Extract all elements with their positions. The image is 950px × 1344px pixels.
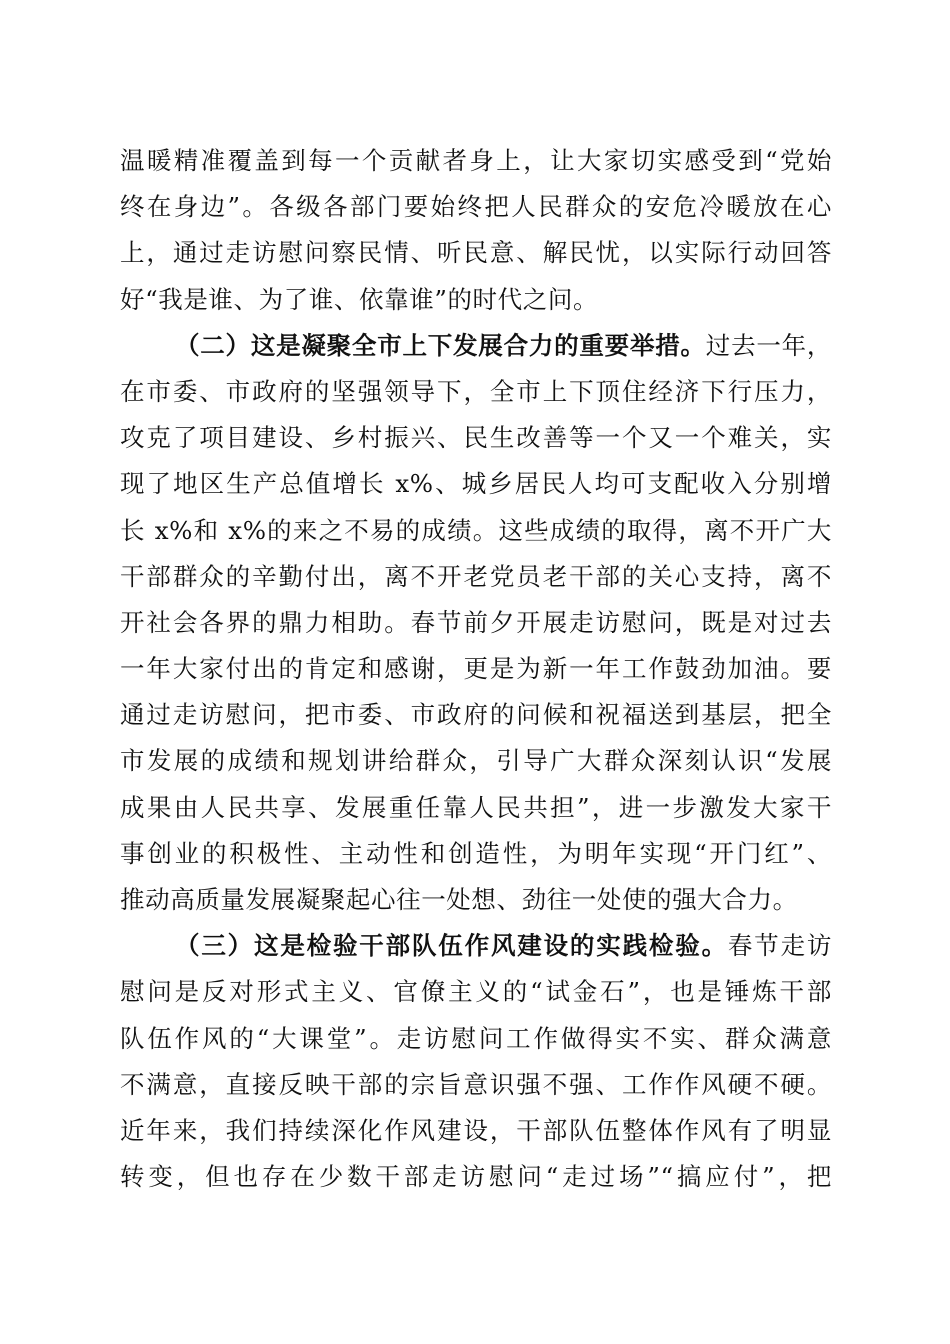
- text-line: 干部群众的辛勤付出，离不开老党员老干部的关心支持，离不: [120, 561, 832, 591]
- text-line: 通过走访慰问，把市委、市政府的问候和祝福送到基层，把全: [120, 700, 832, 730]
- text-line: 在市委、市政府的坚强领导下，全市上下顶住经济下行压力，: [120, 376, 832, 406]
- text-line: 转变，但也存在少数干部走访慰问“走过场”“搞应付”，把: [120, 1162, 832, 1192]
- text-line: 长 x%和 x%的来之不易的成绩。这些成绩的取得，离不开广大: [120, 515, 832, 545]
- text-line: 上，通过走访慰问察民情、听民意、解民忧，以实际行动回答: [120, 238, 832, 268]
- text-line: 攻克了项目建设、乡村振兴、民生改善等一个又一个难关，实: [120, 423, 832, 453]
- text-line-first: [120, 923, 832, 969]
- paragraph-2: [120, 323, 832, 923]
- text-line: 成果由人民共享、发展重任靠人民共担”，进一步激发大家干: [120, 792, 832, 822]
- text-fragment: 过去一年，: [705, 330, 832, 360]
- text-line: 现了地区生产总值增长 x%、城乡居民人均可支配收入分别增: [120, 469, 832, 499]
- section-heading-2: （二）这是凝聚全市上下发展合力的重要举措。: [175, 330, 706, 360]
- text-line: 温暖精准覆盖到每一个贡献者身上，让大家切实感受到“党始: [120, 146, 832, 175]
- text-fragment: 春节走访: [727, 931, 832, 961]
- text-line-first: [120, 323, 832, 369]
- text-line: 市发展的成绩和规划讲给群众，引导广大群众深刻认识“发展: [120, 746, 832, 776]
- text-line: 队伍作风的“大课堂”。走访慰问工作做得实不实、群众满意: [120, 1023, 832, 1053]
- text-line: 一年大家付出的肯定和感谢，更是为新一年工作鼓劲加油。要: [120, 654, 832, 684]
- text-line: 近年来，我们持续深化作风建设，干部队伍整体作风有了明显: [120, 1115, 832, 1145]
- text-line: 事创业的积极性、主动性和创造性，为明年实现“开门红”、: [120, 838, 832, 868]
- text-line: 开社会各界的鼎力相助。春节前夕开展走访慰问，既是对过去: [120, 607, 832, 637]
- text-line: 慰问是反对形式主义、官僚主义的“试金石”，也是锤炼干部: [120, 977, 832, 1007]
- section-heading-3: （三）这是检验干部队伍作风建设的实践检验。: [175, 931, 728, 961]
- text-line: 推动高质量发展凝聚起心往一处想、劲往一处使的强大合力。: [120, 885, 798, 914]
- paragraph-1: [120, 138, 832, 323]
- text-line: 不满意，直接反映干部的宗旨意识强不强、工作作风硬不硬。: [120, 1069, 832, 1099]
- paragraph-3: [120, 923, 832, 1200]
- body-text: [120, 138, 832, 1200]
- text-line: 好“我是谁、为了谁、依靠谁”的时代之问。: [120, 284, 599, 314]
- text-line: 终在身边”。各级各部门要始终把人民群众的安危冷暖放在心: [120, 192, 832, 222]
